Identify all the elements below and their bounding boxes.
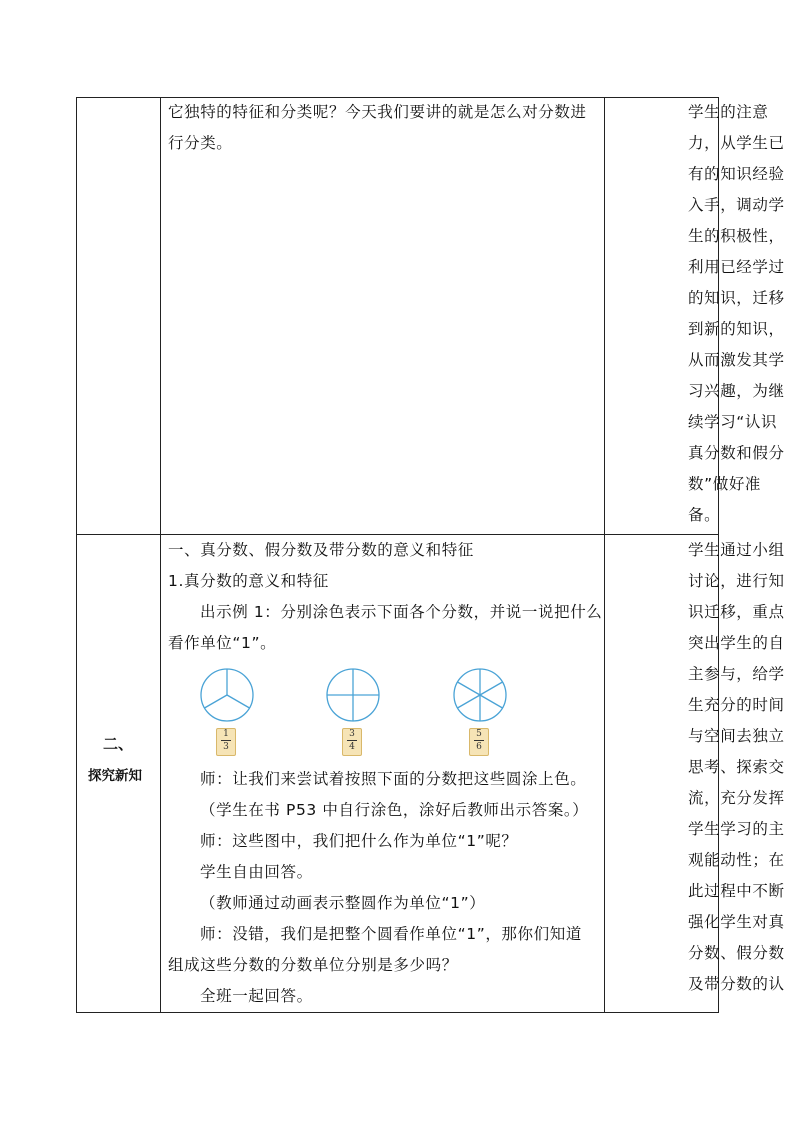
- row1-note-line: 生的积极性，: [688, 227, 785, 245]
- dialogue-line: 组成这些分数的分数单位分别是多少吗？: [168, 956, 458, 974]
- circle-sixths-diagram: [452, 667, 508, 723]
- circle-quarters-diagram: [325, 667, 381, 723]
- row1-note-line: 有的知识经验: [688, 165, 785, 183]
- heading-proper-fraction: 1.真分数的意义和特征: [168, 572, 329, 590]
- fraction-denominator: 6: [476, 742, 482, 752]
- section-number: 二、: [103, 735, 134, 753]
- fraction-bar: [221, 740, 231, 741]
- row2-note-line: 流，充分发挥: [688, 789, 785, 807]
- dialogue-line: 师：这些图中，我们把什么作为单位“1”呢？: [200, 832, 518, 850]
- row2-note-line: 主参与，给学: [688, 665, 785, 683]
- row2-note-line: 及带分数的认: [688, 975, 785, 993]
- row1-note-line: 力，从学生已: [688, 134, 785, 152]
- fraction-badge-five-sixths: [469, 728, 489, 756]
- lesson-table: [76, 97, 785, 1013]
- fraction-denominator: 3: [223, 742, 229, 752]
- fraction-bar: [347, 740, 357, 741]
- row2-note-line: 与空间去独立: [688, 727, 785, 745]
- row2-note-line: 生充分的时间: [688, 696, 785, 714]
- row2-note-line: 识迁移，重点: [688, 603, 785, 621]
- table-column-divider-1: [160, 97, 161, 1013]
- row2-note-line: 讨论，进行知: [688, 572, 785, 590]
- row2-note-line: 学生通过小组: [688, 541, 785, 559]
- table-row-divider: [76, 534, 719, 535]
- dialogue-line: （学生在书 P53 中自行涂色，涂好后教师出示答案。）: [200, 801, 589, 819]
- dialogue-line: （教师通过动画表示整圆作为单位“1”）: [200, 894, 486, 912]
- row1-note-line: 真分数和假分: [688, 444, 785, 462]
- row1-content-line: 行分类。: [168, 134, 233, 152]
- row2-note-line: 思考、探索交: [688, 758, 785, 776]
- fraction-badge-three-quarters: [342, 728, 362, 756]
- row1-content-line: 它独特的特征和分类呢？今天我们要讲的就是怎么对分数进: [168, 103, 587, 121]
- row1-note-line: 数”做好准: [688, 475, 762, 493]
- row1-note-line: 学生的注意: [688, 103, 769, 121]
- row1-note-line: 备。: [688, 506, 721, 524]
- fraction-denominator: 4: [349, 742, 355, 752]
- row1-note-line: 续学习“认识: [688, 413, 778, 431]
- dialogue-line: 师：没错，我们是把整个圆看作单位“1”，那你们知道: [200, 925, 582, 943]
- row2-note-line: 此过程中不断: [688, 882, 785, 900]
- table-column-divider-2: [604, 97, 605, 1013]
- fraction-bar: [474, 740, 484, 741]
- row1-note-line: 利用已经学过: [688, 258, 785, 276]
- row2-note-line: 分数、假分数: [688, 944, 785, 962]
- table-border-left: [76, 97, 77, 1013]
- row2-note-line: 观能动性；在: [688, 851, 785, 869]
- row2-note-line: 突出学生的自: [688, 634, 785, 652]
- dialogue-line: 师：让我们来尝试着按照下面的分数把这些圆涂上色。: [200, 770, 587, 788]
- row1-note-line: 从而激发其学: [688, 351, 785, 369]
- row1-note-line: 到新的知识，: [688, 320, 785, 338]
- example-line: 看作单位“1”。: [168, 634, 277, 652]
- dialogue-line: 学生自由回答。: [200, 863, 313, 881]
- section-title: 探究新知: [88, 768, 142, 784]
- example-line: 出示例 1：分别涂色表示下面各个分数，并说一说把什么: [200, 603, 603, 621]
- fraction-numerator: 5: [476, 729, 482, 739]
- row2-note-line: 强化学生对真: [688, 913, 785, 931]
- fraction-numerator: 3: [349, 729, 355, 739]
- table-border-top: [76, 97, 719, 98]
- row1-note-line: 习兴趣，为继: [688, 382, 785, 400]
- circle-thirds-diagram: [199, 667, 255, 723]
- fraction-numerator: 1: [223, 729, 229, 739]
- fraction-badge-one-third: [216, 728, 236, 756]
- dialogue-line: 全班一起回答。: [200, 987, 313, 1005]
- row1-note-line: 入手，调动学: [688, 196, 785, 214]
- table-border-bottom: [76, 1012, 719, 1013]
- row1-note-line: 的知识，迁移: [688, 289, 785, 307]
- row2-note-line: 学生学习的主: [688, 820, 785, 838]
- heading-fraction-types: 一、真分数、假分数及带分数的意义和特征: [168, 541, 474, 559]
